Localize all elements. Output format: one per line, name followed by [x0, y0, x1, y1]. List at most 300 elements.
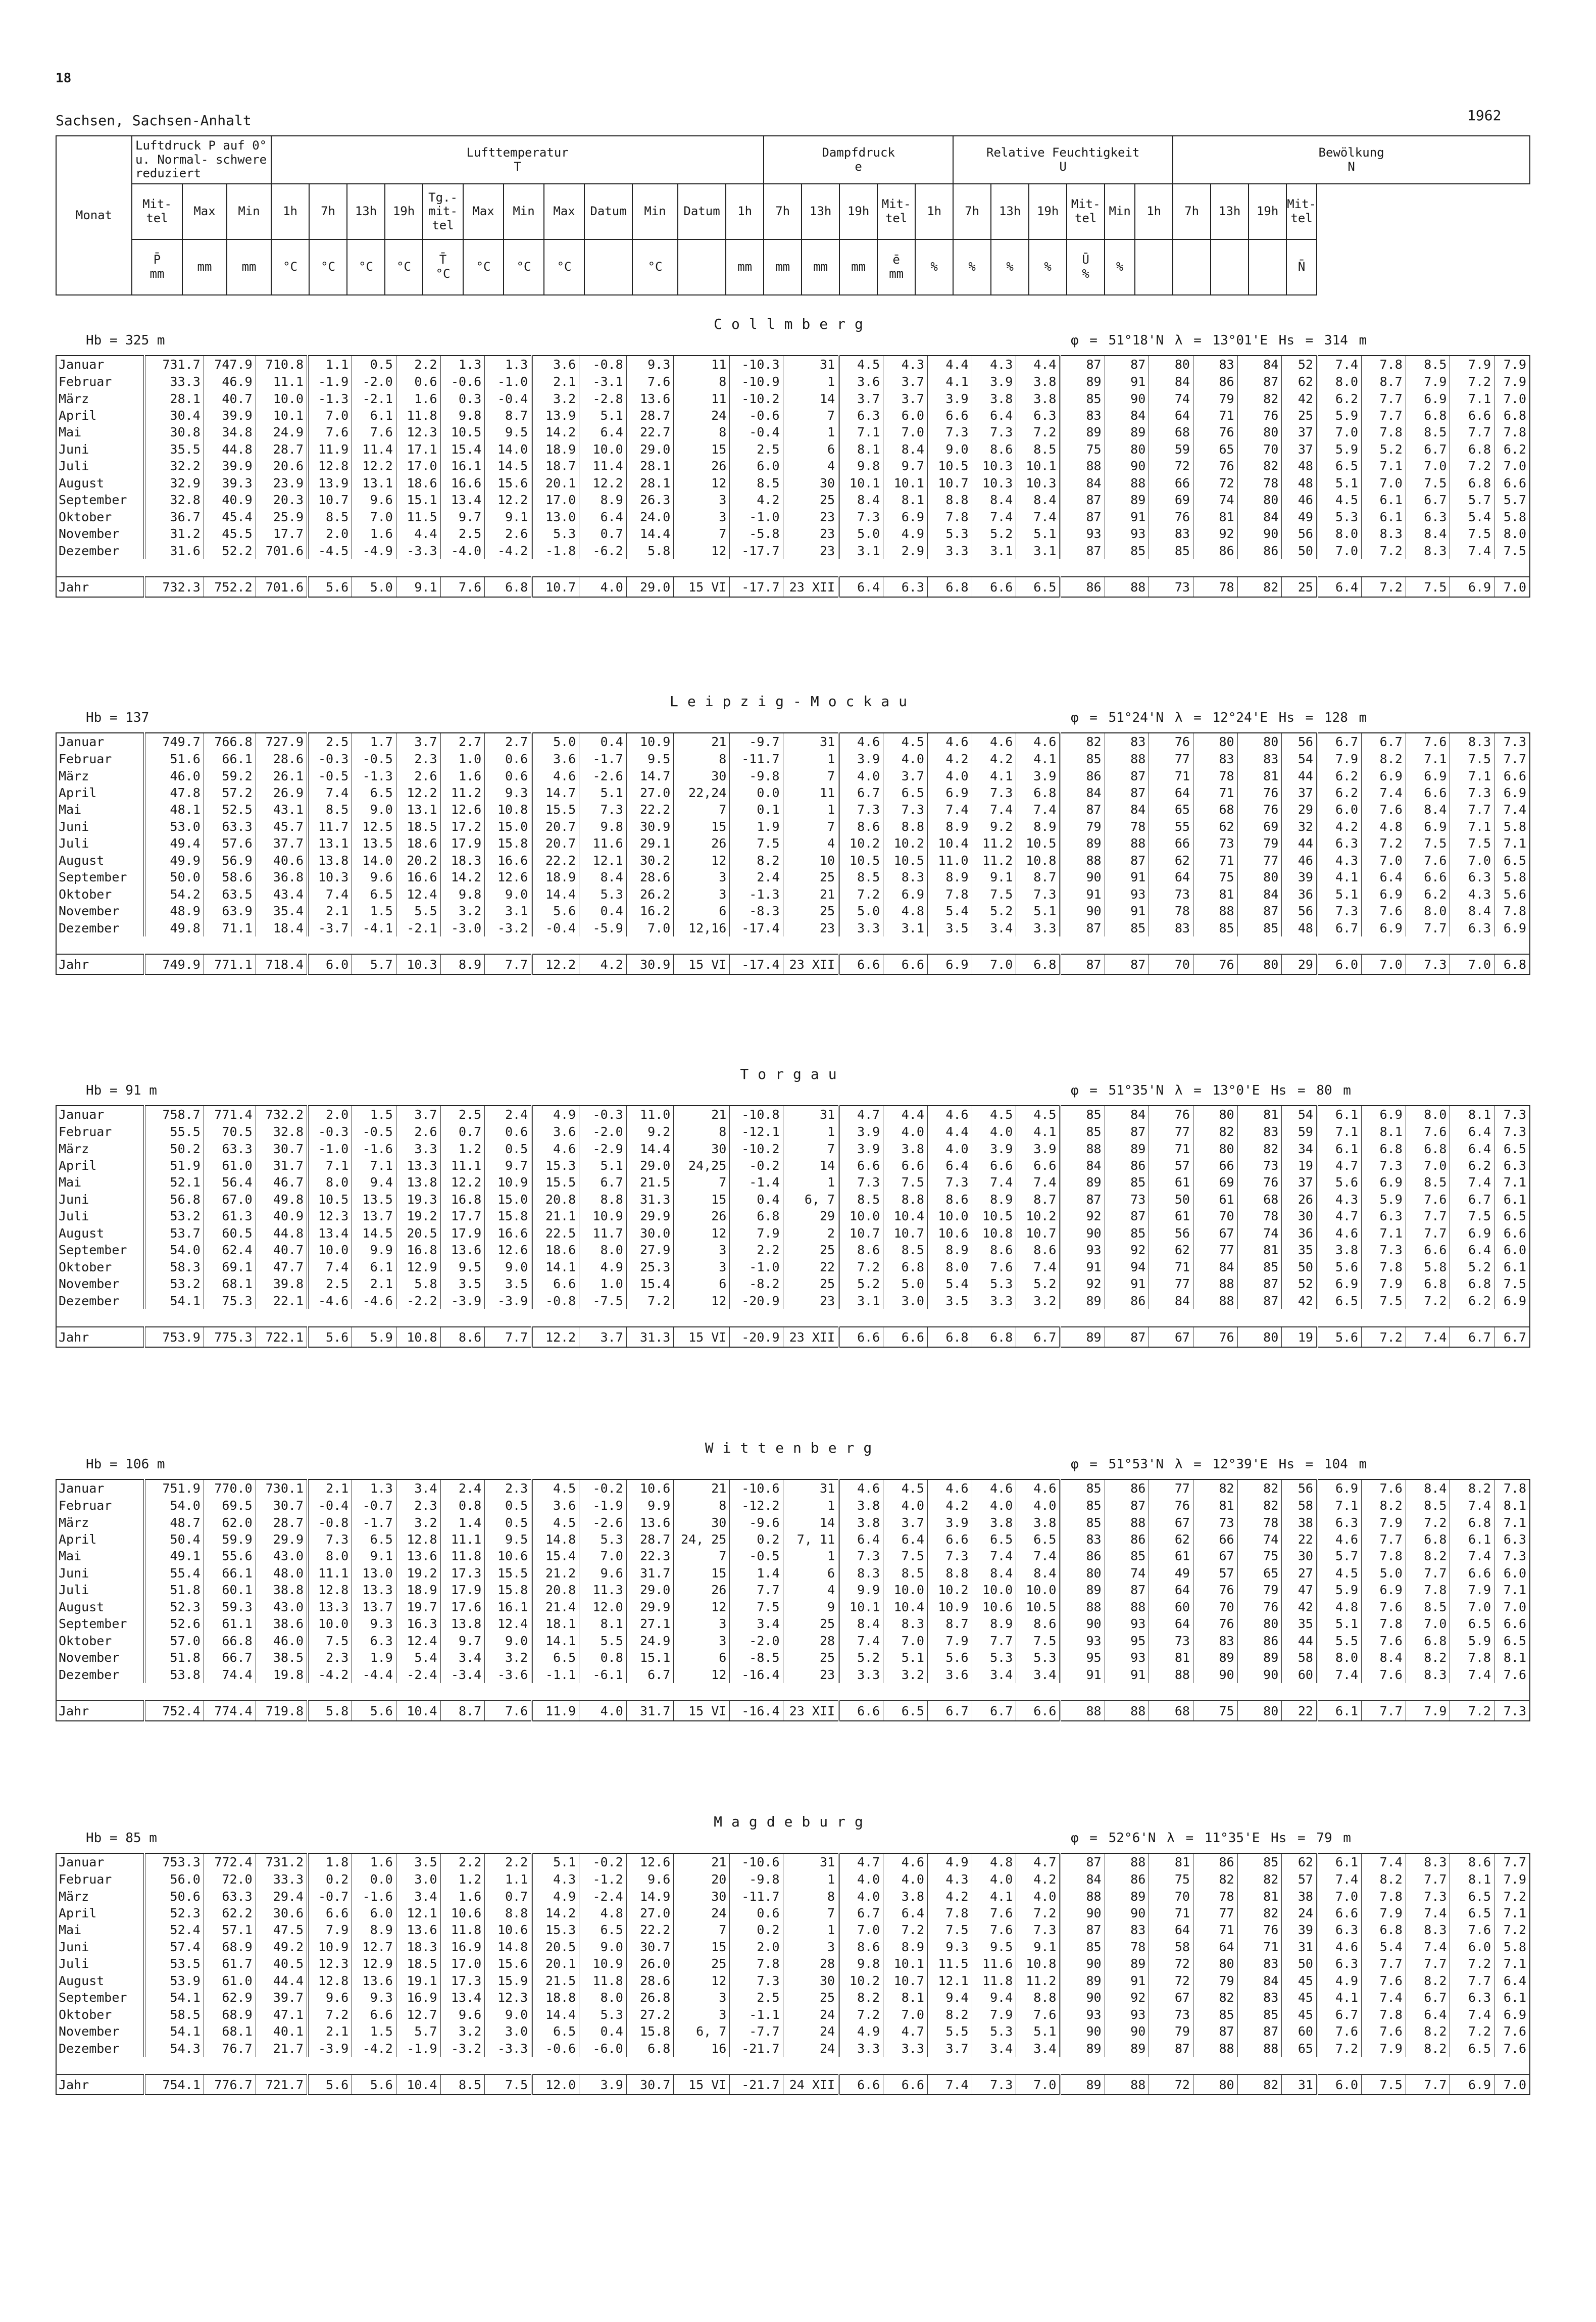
table-cell: 53.5 [144, 1955, 204, 1972]
unit-e-7h: mm [764, 239, 802, 295]
table-cell: -3.0 [440, 919, 485, 936]
table-cell: 3.7 [579, 1327, 627, 1347]
table-cell: 52.3 [144, 1905, 204, 1921]
table-cell: -4.6 [352, 1292, 396, 1309]
table-cell: -20.9 [730, 1292, 783, 1309]
table-cell: 12 [674, 542, 730, 559]
table-cell: 21 [674, 1853, 730, 1871]
table-cell: 15.9 [485, 1972, 532, 1989]
table-cell: 10.3 [972, 458, 1016, 474]
table-cell: 5.8 [308, 1701, 352, 1721]
table-cell: 88 [1193, 1292, 1237, 1309]
table-cell: -4.2 [308, 1666, 352, 1683]
table-cell: 11.9 [308, 441, 352, 458]
table-cell: 7.3 [1317, 903, 1362, 919]
table-cell: 12.8 [308, 1582, 352, 1598]
table-cell: -4.6 [308, 1292, 352, 1309]
table-cell: 3.9 [839, 751, 883, 767]
table-cell: 15 [674, 1939, 730, 1955]
table-cell: 85 [1105, 1225, 1149, 1242]
table-cell: 77 [1149, 1479, 1193, 1497]
table-cell: 65 [1282, 2040, 1317, 2057]
table-cell: 7.6 [1362, 1633, 1406, 1649]
table-cell: 76 [1193, 424, 1237, 440]
table-cell: 46.7 [256, 1174, 308, 1191]
table-cell: 87 [1060, 801, 1105, 818]
table-row [56, 1275, 1530, 1292]
table-cell: 89 [1105, 491, 1149, 508]
table-cell: 7.4 [1016, 1174, 1061, 1191]
table-cell: 87 [1237, 1275, 1282, 1292]
table-cell: 5.5 [927, 2023, 972, 2040]
table-cell: 4.1 [1016, 1123, 1061, 1140]
table-cell: -6.2 [579, 542, 627, 559]
table-cell: 4.5 [1016, 1106, 1061, 1123]
table-cell: 7.8 [1362, 1615, 1406, 1632]
table-cell: -3.1 [579, 373, 627, 390]
station-coordinates: φ = 51°18'N λ = 13°01'E Hs = 314 m [1071, 333, 1367, 348]
table-cell: 28.1 [626, 475, 674, 491]
table-cell: 23 XII [783, 954, 839, 974]
table-cell: 80 [1193, 733, 1237, 751]
table-cell: 14.8 [485, 1939, 532, 1955]
table-cell: 60.5 [204, 1225, 256, 1242]
header-feuchte-symbol: U [1059, 159, 1067, 174]
table-cell: 18.5 [396, 818, 440, 835]
table-cell: 11.8 [440, 1548, 485, 1564]
table-cell: 4.2 [1016, 1871, 1061, 1888]
table-cell: 6.6 [839, 1157, 883, 1174]
table-cell: 66.7 [204, 1649, 256, 1666]
table-cell: 90 [1060, 2023, 1105, 2040]
table-cell: 50 [1282, 542, 1317, 559]
hdr-e-7h: 7h [764, 184, 802, 239]
table-cell: 14.4 [532, 886, 579, 903]
table-cell: 11.2 [972, 852, 1016, 869]
table-cell: 7.4 [1016, 509, 1061, 525]
unit-n-13h [1211, 239, 1249, 295]
table-cell: 6.1 [1317, 1140, 1362, 1157]
table-cell: -0.8 [308, 1514, 352, 1530]
table-cell: -17.7 [730, 577, 783, 597]
table-cell: 4.0 [927, 1140, 972, 1157]
table-cell: 57.2 [204, 784, 256, 801]
table-cell: 8.6 [1016, 1242, 1061, 1258]
table-cell: 5.3 [972, 1275, 1016, 1292]
table-cell: 4.0 [927, 767, 972, 784]
table-cell: 0.0 [352, 1871, 396, 1888]
table-cell: 23 [783, 525, 839, 542]
table-row [56, 1242, 1530, 1258]
table-cell: 61 [1149, 1208, 1193, 1224]
table-cell: 88 [1105, 751, 1149, 767]
table-cell: 6.9 [927, 784, 972, 801]
table-cell: 6.8 [883, 1259, 928, 1275]
table-row [56, 491, 1530, 508]
table-cell: 8.7 [1016, 869, 1061, 885]
table-cell: 771.1 [204, 954, 256, 974]
table-cell: 3.9 [839, 1140, 883, 1157]
table-cell: 45 [1282, 1972, 1317, 1989]
table-cell: 7.5 [1494, 1275, 1530, 1292]
table-cell: 8.8 [927, 491, 972, 508]
table-row [56, 1565, 1530, 1582]
table-cell: 732.2 [256, 1106, 308, 1123]
table-cell: 40.7 [256, 1242, 308, 1258]
table-row [56, 1514, 1530, 1530]
table-cell: 7.0 [1362, 852, 1406, 869]
table-cell: -1.0 [730, 509, 783, 525]
table-cell: 84 [1237, 356, 1282, 373]
station-data-table [56, 732, 1530, 975]
table-cell: 10.2 [839, 835, 883, 852]
table-cell: 7 [783, 1140, 839, 1157]
table-cell: 60 [1282, 1666, 1317, 1683]
table-cell: 6.1 [1362, 491, 1406, 508]
table-cell: 10.6 [927, 1225, 972, 1242]
table-cell: 24 [783, 2040, 839, 2057]
table-cell: 2.3 [308, 1649, 352, 1666]
table-cell: 11.8 [396, 407, 440, 424]
table-cell: 25 [783, 1649, 839, 1666]
table-cell: 8.4 [1406, 1479, 1450, 1497]
table-cell: 12.2 [532, 954, 579, 974]
table-cell: 30.7 [256, 1497, 308, 1514]
table-cell: 58.3 [144, 1259, 204, 1275]
table-cell: 4.0 [839, 767, 883, 784]
table-cell: 7.6 [972, 1905, 1016, 1921]
table-cell: 21.1 [532, 1208, 579, 1224]
table-cell: 10.0 [1016, 1582, 1061, 1598]
table-cell: 13.6 [396, 1921, 440, 1938]
table-cell: 71 [1193, 852, 1237, 869]
table-cell: 7.4 [1494, 801, 1530, 818]
table-cell: 10.7 [927, 475, 972, 491]
table-cell: 90 [1060, 1905, 1105, 1921]
table-cell: 70.5 [204, 1123, 256, 1140]
table-cell: 8.7 [1016, 1191, 1061, 1208]
table-cell: 8.1 [1450, 1106, 1494, 1123]
table-cell: 11.4 [352, 441, 396, 458]
table-cell: 8.1 [1494, 1497, 1530, 1514]
table-cell: 7.1 [1450, 767, 1494, 784]
table-cell: 60 [1282, 2023, 1317, 2040]
table-cell: 5.5 [579, 1633, 627, 1649]
table-cell: 15.8 [485, 1208, 532, 1224]
table-cell: 4.1 [1317, 1989, 1362, 2006]
table-cell: 7.7 [1406, 1225, 1450, 1242]
table-cell: -3.2 [440, 2040, 485, 2057]
table-cell: 88 [1237, 2040, 1282, 2057]
table-cell: 7.4 [927, 801, 972, 818]
table-cell: 35.5 [144, 441, 204, 458]
table-cell: 78 [1149, 903, 1193, 919]
table-cell: 6.4 [1450, 1242, 1494, 1258]
table-cell: 69 [1193, 1174, 1237, 1191]
table-cell: 7.5 [1494, 542, 1530, 559]
table-cell: 83 [1105, 1921, 1149, 1938]
table-cell: 20.5 [532, 1939, 579, 1955]
table-cell: 7.7 [1406, 1208, 1450, 1224]
table-cell: 76 [1193, 954, 1237, 974]
table-cell: 4.9 [579, 1259, 627, 1275]
table-cell: 62.4 [204, 1242, 256, 1258]
table-cell: 6.7 [1016, 1327, 1061, 1347]
unit-u-min: % [1105, 239, 1135, 295]
table-cell: 80 [1237, 491, 1282, 508]
table-cell: 4.2 [579, 954, 627, 974]
table-cell: 0.7 [485, 1888, 532, 1904]
table-cell: 4.0 [1016, 1888, 1061, 1904]
table-cell: 775.3 [204, 1327, 256, 1347]
table-cell: 5.6 [352, 2074, 396, 2095]
table-cell: 52.5 [204, 801, 256, 818]
table-cell: 11.2 [440, 784, 485, 801]
table-cell: 8.0 [1317, 525, 1362, 542]
table-cell: 52.2 [204, 542, 256, 559]
table-cell: 13.8 [308, 852, 352, 869]
table-cell: 6.8 [1406, 407, 1450, 424]
station-coordinates: φ = 51°35'N λ = 13°0'E Hs = 80 m [1071, 1083, 1351, 1098]
table-cell: 7.5 [485, 2074, 532, 2095]
table-cell: 9.3 [626, 356, 674, 373]
table-cell: 14 [783, 390, 839, 407]
table-cell: 10.1 [883, 1955, 928, 1972]
table-cell: 8.9 [883, 1939, 928, 1955]
table-cell: 65 [1193, 441, 1237, 458]
table-cell: -2.4 [396, 1666, 440, 1683]
table-cell: 7.7 [1362, 407, 1406, 424]
table-cell: 6.6 [1450, 407, 1494, 424]
table-cell: 9.5 [972, 1939, 1016, 1955]
table-cell: 85 [1105, 919, 1149, 936]
table-cell: 8.2 [839, 1989, 883, 2006]
table-cell: 6.4 [883, 1531, 928, 1548]
table-cell: 92 [1060, 1208, 1105, 1224]
table-cell: 1.9 [352, 1649, 396, 1666]
table-cell: 10.2 [883, 835, 928, 852]
table-cell: 8.3 [1362, 525, 1406, 542]
unit-t-1h: °C [271, 239, 309, 295]
table-row [56, 424, 1530, 440]
table-cell: 6.9 [1494, 2006, 1530, 2023]
table-cell: 25 [1282, 407, 1317, 424]
table-cell: 3 [674, 886, 730, 903]
table-cell: 9.9 [839, 1582, 883, 1598]
table-cell: 52 [1282, 1275, 1317, 1292]
table-cell: 5.9 [352, 1327, 396, 1347]
table-cell: 6.9 [1450, 1225, 1494, 1242]
table-cell: 22.3 [626, 1548, 674, 1564]
table-cell: 17.9 [440, 835, 485, 852]
table-cell: 5.5 [1317, 1633, 1362, 1649]
table-cell: 5.6 [1317, 1327, 1362, 1347]
table-cell: 78 [1193, 767, 1237, 784]
table-cell: 75 [1193, 869, 1237, 885]
table-cell: -16.4 [730, 1666, 783, 1683]
table-cell: 5.2 [972, 525, 1016, 542]
table-cell: 13.7 [352, 1599, 396, 1615]
table-cell: 8.9 [1016, 818, 1061, 835]
table-cell: 62 [1282, 1853, 1317, 1871]
table-cell: 17.6 [440, 1599, 485, 1615]
table-cell: 6.6 [1450, 1565, 1494, 1582]
station-name: Collmberg [714, 316, 872, 332]
table-cell: 87 [1060, 954, 1105, 974]
table-cell: 7.3 [1450, 784, 1494, 801]
table-cell: 27 [1282, 1565, 1317, 1582]
table-cell: 6.3 [1362, 1208, 1406, 1224]
table-cell: 0.4 [579, 2023, 627, 2040]
table-cell: 8.4 [1016, 1565, 1061, 1582]
table-cell: -3.3 [396, 542, 440, 559]
table-cell: 12 [674, 475, 730, 491]
table-cell: 7.9 [308, 1921, 352, 1938]
table-cell: 5.4 [1450, 509, 1494, 525]
table-cell: 10.5 [308, 1191, 352, 1208]
table-cell: 8.4 [1406, 801, 1450, 818]
table-cell: 2 [783, 1225, 839, 1242]
table-cell: 80 [1237, 954, 1282, 974]
table-cell: 51.8 [144, 1649, 204, 1666]
table-cell: 9.4 [927, 1989, 972, 2006]
table-cell: 56 [1282, 733, 1317, 751]
table-cell: 45.5 [204, 525, 256, 542]
table-cell: 87 [1105, 1497, 1149, 1514]
table-cell: 80 [1193, 1955, 1237, 1972]
table-cell: 3.7 [883, 767, 928, 784]
table-cell: -2.0 [579, 1123, 627, 1140]
table-cell: 4.7 [839, 1106, 883, 1123]
table-cell: 7.7 [1362, 1701, 1406, 1721]
table-cell: 15.1 [396, 491, 440, 508]
table-cell: 3 [674, 509, 730, 525]
table-cell: 85 [1060, 1514, 1105, 1530]
table-cell: 7, 11 [783, 1531, 839, 1548]
table-cell: 3.8 [839, 1497, 883, 1514]
table-cell: 3.1 [485, 903, 532, 919]
table-cell: 78 [1105, 1939, 1149, 1955]
table-cell: 85 [1105, 1174, 1149, 1191]
table-cell: 6.4 [839, 577, 883, 597]
table-cell: 1 [783, 1174, 839, 1191]
table-cell: 6, 7 [674, 2023, 730, 2040]
table-cell: 0.5 [485, 1514, 532, 1530]
table-cell: 7.0 [839, 1921, 883, 1938]
month-label: Jahr [56, 577, 144, 597]
table-cell: 82 [1237, 1479, 1282, 1497]
table-cell: 93 [1060, 2006, 1105, 2023]
table-cell: 23 XII [783, 1701, 839, 1721]
table-cell: 9.6 [579, 1565, 627, 1582]
table-cell: 7.2 [1450, 1955, 1494, 1972]
table-cell: 5.0 [352, 577, 396, 597]
table-cell: 9.0 [352, 801, 396, 818]
header-lufttemperatur-label: Lufttemperatur [466, 145, 569, 160]
table-cell: 90 [1060, 1615, 1105, 1632]
table-cell: 85 [1060, 1123, 1105, 1140]
table-cell: 82 [1237, 577, 1282, 597]
table-cell: 61.3 [204, 1208, 256, 1224]
table-cell: 3.0 [396, 1871, 440, 1888]
month-label: September [59, 1243, 127, 1258]
table-cell: 3.9 [972, 1140, 1016, 1157]
table-cell: 13.6 [352, 1972, 396, 1989]
table-cell: 7.3 [1362, 1157, 1406, 1174]
table-cell: 54.3 [144, 2040, 204, 2057]
table-cell: 7.5 [308, 1633, 352, 1649]
table-cell: -12.1 [730, 1123, 783, 1140]
table-cell: 7.2 [1317, 2040, 1362, 2057]
table-row [56, 1853, 1530, 1871]
hdr-t-absmin: Min [632, 184, 678, 239]
table-cell: 5.2 [839, 1649, 883, 1666]
table-cell: 84 [1060, 475, 1105, 491]
table-cell: 28.7 [256, 1514, 308, 1530]
header-bewoelkung-label: Bewölkung [1318, 145, 1384, 160]
table-cell: -4.1 [352, 919, 396, 936]
table-cell: 2.5 [308, 1275, 352, 1292]
table-cell: 6.7 [839, 1905, 883, 1921]
table-cell: 70 [1237, 441, 1282, 458]
table-cell: 8.3 [883, 1615, 928, 1632]
table-cell: 33.3 [256, 1871, 308, 1888]
table-cell: 6.8 [730, 1208, 783, 1224]
table-cell: 12.0 [532, 2074, 579, 2095]
table-cell: 1.8 [308, 1853, 352, 1871]
table-cell: 5.6 [1317, 1174, 1362, 1191]
table-cell: 0.4 [730, 1191, 783, 1208]
table-cell: -0.3 [308, 1123, 352, 1140]
table-cell: 7.8 [730, 1955, 783, 1972]
table-cell: -4.2 [352, 2040, 396, 2057]
table-cell: 29.1 [626, 835, 674, 852]
table-cell: 15.1 [626, 1649, 674, 1666]
table-cell: 31 [1282, 2074, 1317, 2095]
table-cell: 80 [1060, 1565, 1105, 1582]
table-cell: 87 [1105, 767, 1149, 784]
table-cell: 11.8 [440, 1921, 485, 1938]
table-cell: 7 [674, 1921, 730, 1938]
table-cell: -1.7 [352, 1514, 396, 1530]
table-cell: 38.6 [256, 1615, 308, 1632]
table-cell: 8.2 [1362, 1497, 1406, 1514]
table-cell: 4.7 [1317, 1208, 1362, 1224]
table-cell: 39.9 [204, 458, 256, 474]
table-cell: 6.5 [883, 1701, 928, 1721]
month-label: Februar [59, 1498, 112, 1513]
table-cell: 5.6 [532, 903, 579, 919]
table-cell: 10.5 [883, 852, 928, 869]
table-cell: 79 [1149, 2023, 1193, 2040]
table-cell: 2.1 [308, 1479, 352, 1497]
table-cell: 93 [1105, 1649, 1149, 1666]
table-cell: 66.1 [204, 751, 256, 767]
table-cell: 9.6 [352, 869, 396, 885]
hdr-n-mittel: Mit- tel [1286, 184, 1317, 239]
table-cell: -1.6 [352, 1888, 396, 1904]
unit-t-min: °C [504, 239, 544, 295]
table-cell: 63.3 [204, 818, 256, 835]
table-cell: 0.6 [396, 373, 440, 390]
table-cell: -4.9 [352, 542, 396, 559]
month-label: Juli [59, 836, 89, 851]
table-cell: 90 [1060, 1225, 1105, 1242]
table-cell: 17.7 [440, 1208, 485, 1224]
table-cell: 71 [1149, 1140, 1193, 1157]
table-cell: 16 [674, 2040, 730, 2057]
table-cell: 21.7 [256, 2040, 308, 2057]
